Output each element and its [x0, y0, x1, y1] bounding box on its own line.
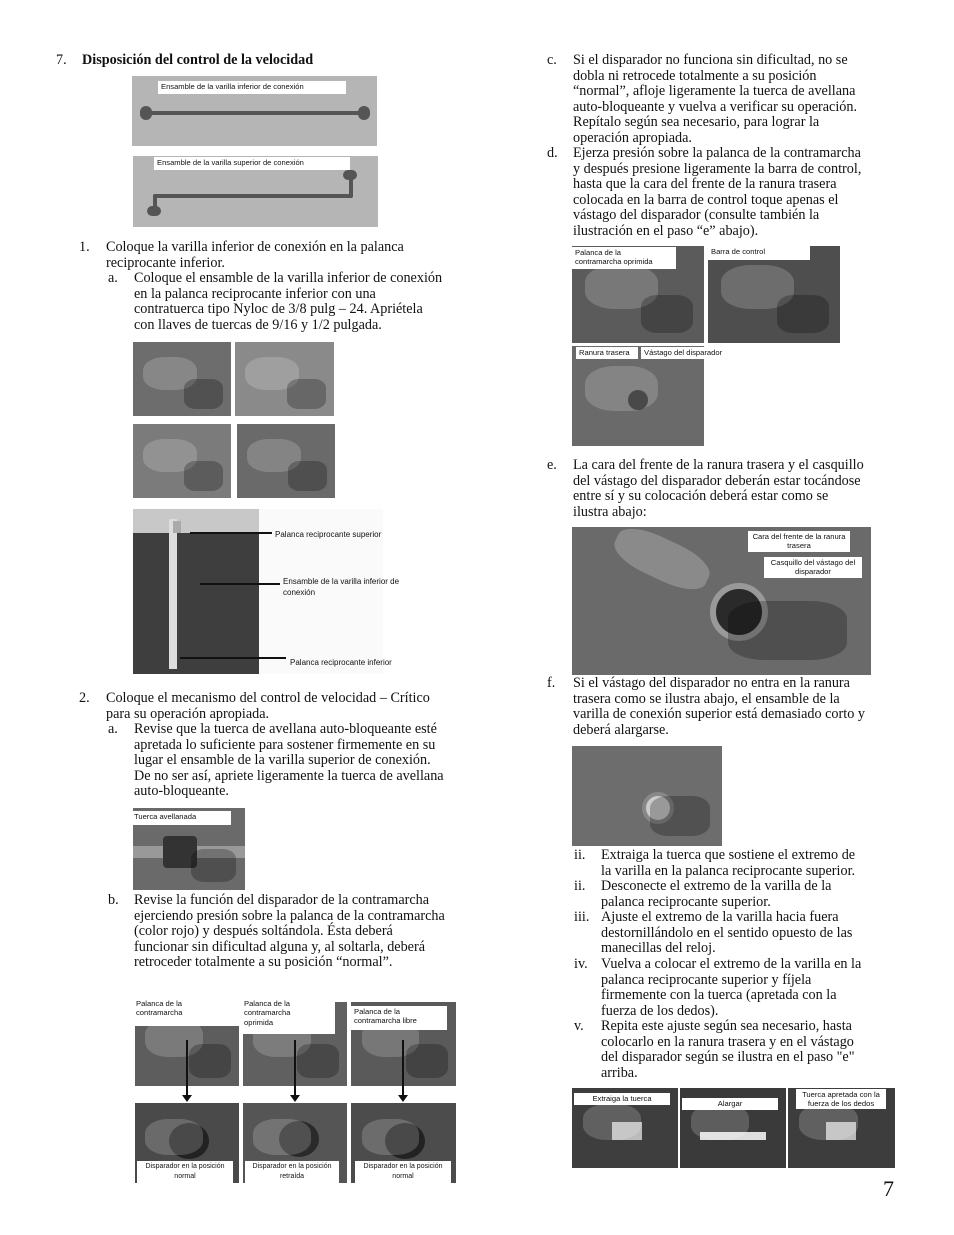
bottom-label-remove-nut: Extraiga la tuerca: [574, 1093, 670, 1105]
step-1-number: 1.: [79, 239, 90, 255]
grid-label-pressed-line-2: contramarcha: [244, 1008, 291, 1018]
substep-5-line-2: colocarlo en la ranura trasera y en el vástago: [601, 1033, 854, 1050]
grid-label-lever-line-1: Palanca de la: [136, 999, 183, 1008]
callout-line-lower-rod: [200, 583, 280, 585]
step-c-line-2: dobla ni retrocede totalmente a su posición: [573, 67, 817, 84]
grid-label-trigger-retracted: [245, 1161, 339, 1183]
step-2a-line-4: De no ser así, apriete ligeramente la tuerca de avellana: [134, 767, 444, 784]
step-f-line-2: trasera como se ilustra abajo, el ensamble de la: [573, 690, 840, 707]
step-2b-line-5: retroceder totalmente a su posición “normal”.: [134, 954, 393, 971]
trigger-normal-1-line-1: Disparador en la posición: [145, 1163, 225, 1170]
step-2-number: 2.: [79, 690, 90, 706]
step-2b-letter: b.: [108, 892, 119, 908]
finger-tight-line-1: Tuerca apretada con la: [802, 1090, 880, 1099]
e-label-bushing-line-1: Casquillo del vástago del: [770, 558, 856, 567]
d-label-lever-line-1: Palanca de la: [575, 248, 622, 257]
substep-5-line-4: arriba.: [601, 1064, 638, 1081]
e-label-bushing-line-2: disparador: [795, 567, 831, 577]
step-2b-line-3: (color rojo) y después soltándola. Ésta deberá: [134, 923, 393, 940]
photo-step1-d: [237, 424, 335, 498]
nut-label: Tuerca avellanada: [131, 811, 231, 825]
trigger-normal-2-line-1: Disparador en la posición: [363, 1163, 443, 1170]
substep-5-line-3: del disparador según se ilustra en el paso "e": [601, 1049, 855, 1066]
callout-upper-lever: Palanca reciprocante superior: [275, 530, 382, 539]
substep-4-line-3: firmemente con la tuerca (apretada con la: [601, 987, 837, 1004]
grid-label-lever-pressed: [241, 998, 335, 1034]
step-d-letter: d.: [547, 145, 558, 161]
photo-slot-stem: [572, 346, 704, 446]
step-1-line-1: Coloque la varilla inferior de conexión en la palanca: [106, 239, 404, 255]
trigger-normal-2-line-2: normal: [392, 1172, 414, 1180]
step-d-line-2: y después presione ligeramente la barra de control,: [573, 160, 862, 177]
step-e-line-1: La cara del frente de la ranura trasera y el casquillo: [573, 457, 864, 473]
step-d-line-4: colocada en la barra de control toque apenas el: [573, 191, 839, 208]
lower-rod-label: Ensamble de la varilla inferior de conexión: [158, 81, 346, 94]
photo-step1-b: [235, 342, 334, 416]
substep-1-line-2: la varilla en la palanca reciprocante superior.: [601, 862, 856, 879]
step-2-line-2: para su operación apropiada.: [106, 705, 270, 722]
e-label-face-line-1: Cara del frente de la ranura: [752, 532, 846, 541]
step-d-line-5: vástago del disparador (consulte también la: [573, 207, 820, 224]
step-f-line-3: varilla de conexión superior está demasiado corto y: [573, 706, 865, 723]
step-1a-line-4: con llaves de tuercas de 9/16 y 1/2 pulgada.: [134, 316, 382, 333]
substep-3-line-1: Ajuste el extremo de la varilla hacia fuera: [601, 909, 839, 925]
finger-tight-line-2: fuerza de los dedos: [807, 1099, 875, 1109]
substep-1-number: ii.: [574, 847, 586, 863]
step-d-line-1: Ejerza presión sobre la palanca de la contramarcha: [573, 145, 861, 161]
d-label-stem: Vástago del disparador: [641, 347, 730, 359]
substep-4-line-1: Vuelva a colocar el extremo de la varilla en la: [601, 956, 862, 972]
step-c-line-1: Si el disparador no funciona sin dificultad, no se: [573, 52, 848, 68]
page-number: 7: [883, 1176, 894, 1201]
photo-step1-c: [133, 424, 231, 498]
step-e-line-2: del vástago del disparador deberán estar tocándose: [573, 472, 861, 489]
step-f-letter: f.: [547, 675, 556, 691]
grid-label-released-line-1: Palanca de la: [354, 1007, 401, 1016]
step-2b-line-4: funcionar sin dificultad alguna y, al soltarla, deberá: [134, 938, 425, 955]
grid-label-lever-released: [351, 1006, 447, 1030]
grid-label-trigger-normal-1: [137, 1161, 233, 1183]
d-label-lever-line-2: contramarcha oprimida: [575, 257, 653, 267]
trigger-retracted-line-1: Disparador en la posición: [252, 1163, 332, 1170]
substep-2-line-1: Desconecte el extremo de la varilla de la: [601, 878, 832, 894]
step-2-line-1: Coloque el mecanismo del control de velocidad – Crítico: [106, 690, 430, 706]
substep-2-line-2: palanca reciprocante superior.: [601, 893, 771, 910]
step-d-line-3: hasta que la cara del frente de la ranura trasera: [573, 176, 837, 193]
section-number: 7.: [56, 52, 67, 68]
callout-lower-rod-line-1: Ensamble de la varilla inferior de: [283, 577, 400, 586]
step-1a-line-1: Coloque el ensamble de la varilla inferior de conexión: [134, 270, 443, 286]
substep-5-line-1: Repita este ajuste según sea necesario, hasta: [601, 1018, 852, 1034]
step-2a-line-2: apretada lo suficiente para sostener firmemente en su: [134, 736, 436, 753]
bottom-label-finger-tight: [796, 1089, 886, 1109]
step-e-line-3: entre sí y su colocación deberá estar como se: [573, 488, 829, 505]
step-2a-line-3: lugar el ensamble de la varilla superior de conexión.: [134, 752, 431, 769]
substep-4-number: iv.: [574, 956, 588, 972]
trigger-normal-1-line-2: normal: [174, 1172, 196, 1180]
substep-3-line-2: destornillándolo en el sentido opuesto de las: [601, 924, 853, 941]
photo-step1-a: [133, 342, 231, 416]
section-title: Disposición del control de la velocidad: [82, 52, 314, 68]
step-e-line-4: ilustra abajo:: [573, 503, 647, 520]
step-1-line-2: reciprocante inferior.: [106, 254, 225, 271]
d-label-slot: Ranura trasera: [576, 347, 638, 359]
step-2a-letter: a.: [108, 721, 118, 737]
step-e-letter: e.: [547, 457, 557, 473]
upper-rod-label: Ensamble de la varilla superior de conexión: [154, 157, 350, 170]
bottom-label-lengthen: Alargar: [682, 1098, 778, 1110]
substep-4-line-4: fuerza de los dedos).: [601, 1002, 719, 1019]
substep-1-line-1: Extraiga la tuerca que sostiene el extremo de: [601, 847, 856, 863]
step-f-line-4: deberá alargarse.: [573, 721, 669, 738]
arrow-down-2: [294, 1040, 296, 1096]
step-2b-line-1: Revise la función del disparador de la contramarcha: [134, 892, 430, 908]
grid-label-trigger-normal-2: [355, 1161, 451, 1183]
substep-4-line-2: palanca reciprocante superior y fíjela: [601, 971, 812, 988]
arrow-down-1: [186, 1040, 188, 1096]
grid-label-pressed-line-1: Palanca de la: [244, 999, 291, 1008]
step-c-line-5: Repítalo según sea necesario, para lograr la: [573, 114, 820, 131]
step-1a-line-2: en la palanca reciprocante inferior con una: [134, 285, 376, 302]
step-c-letter: c.: [547, 52, 557, 68]
step-d-line-6: ilustración en el paso “e” abajo).: [573, 223, 759, 239]
step-c-line-3: “normal”, afloje ligeramente la tuerca de avellana: [573, 83, 856, 100]
grid-label-pressed-line-3: oprimida: [244, 1017, 274, 1027]
grid-label-lever-line-2: contramarcha: [136, 1008, 183, 1018]
step-2a-line-5: auto-bloqueante.: [134, 783, 229, 800]
grid-label-lever: [133, 998, 239, 1026]
step-f-line-1: Si el vástago del disparador no entra en la ranura: [573, 675, 850, 691]
step-1a-line-3: contratuerca tipo Nyloc de 3/8 pulg – 24. Apriétela: [134, 301, 423, 318]
substep-3-line-3: manecillas del reloj.: [601, 940, 716, 957]
e-label-face: [748, 531, 850, 552]
step-1a-letter: a.: [108, 270, 118, 286]
step-2a-line-1: Revise que la tuerca de avellana auto-bloqueante esté: [134, 721, 437, 737]
callout-lower-lever: Palanca reciprocante inferior: [290, 658, 392, 667]
photo-control-bar: [708, 246, 840, 343]
substep-2-number: ii.: [574, 878, 586, 894]
step-c-line-4: auto-bloqueante y vuelva a verificar su operación.: [573, 98, 858, 115]
d-label-bar: Barra de control: [708, 246, 810, 260]
grid-label-released-line-2: contramarcha libre: [354, 1016, 417, 1026]
step-c-line-6: operación apropiada.: [573, 130, 692, 146]
e-label-bushing: [764, 557, 862, 578]
d-label-lever: [572, 247, 676, 269]
callout-line-lower-lever: [180, 657, 286, 659]
step-2b-line-2: ejerciendo presión sobre la palanca de la contramarcha: [134, 907, 445, 924]
trigger-retracted-line-2: retraída: [279, 1172, 305, 1180]
e-label-face-line-2: trasera: [787, 541, 811, 551]
arrow-down-3: [402, 1040, 404, 1096]
callout-line-upper-lever: [190, 532, 272, 534]
substep-5-number: v.: [574, 1018, 584, 1034]
photo-stem-not-in-slot: [572, 746, 722, 846]
callout-lower-rod-line-2: conexión: [283, 588, 316, 597]
substep-3-number: iii.: [574, 909, 590, 925]
